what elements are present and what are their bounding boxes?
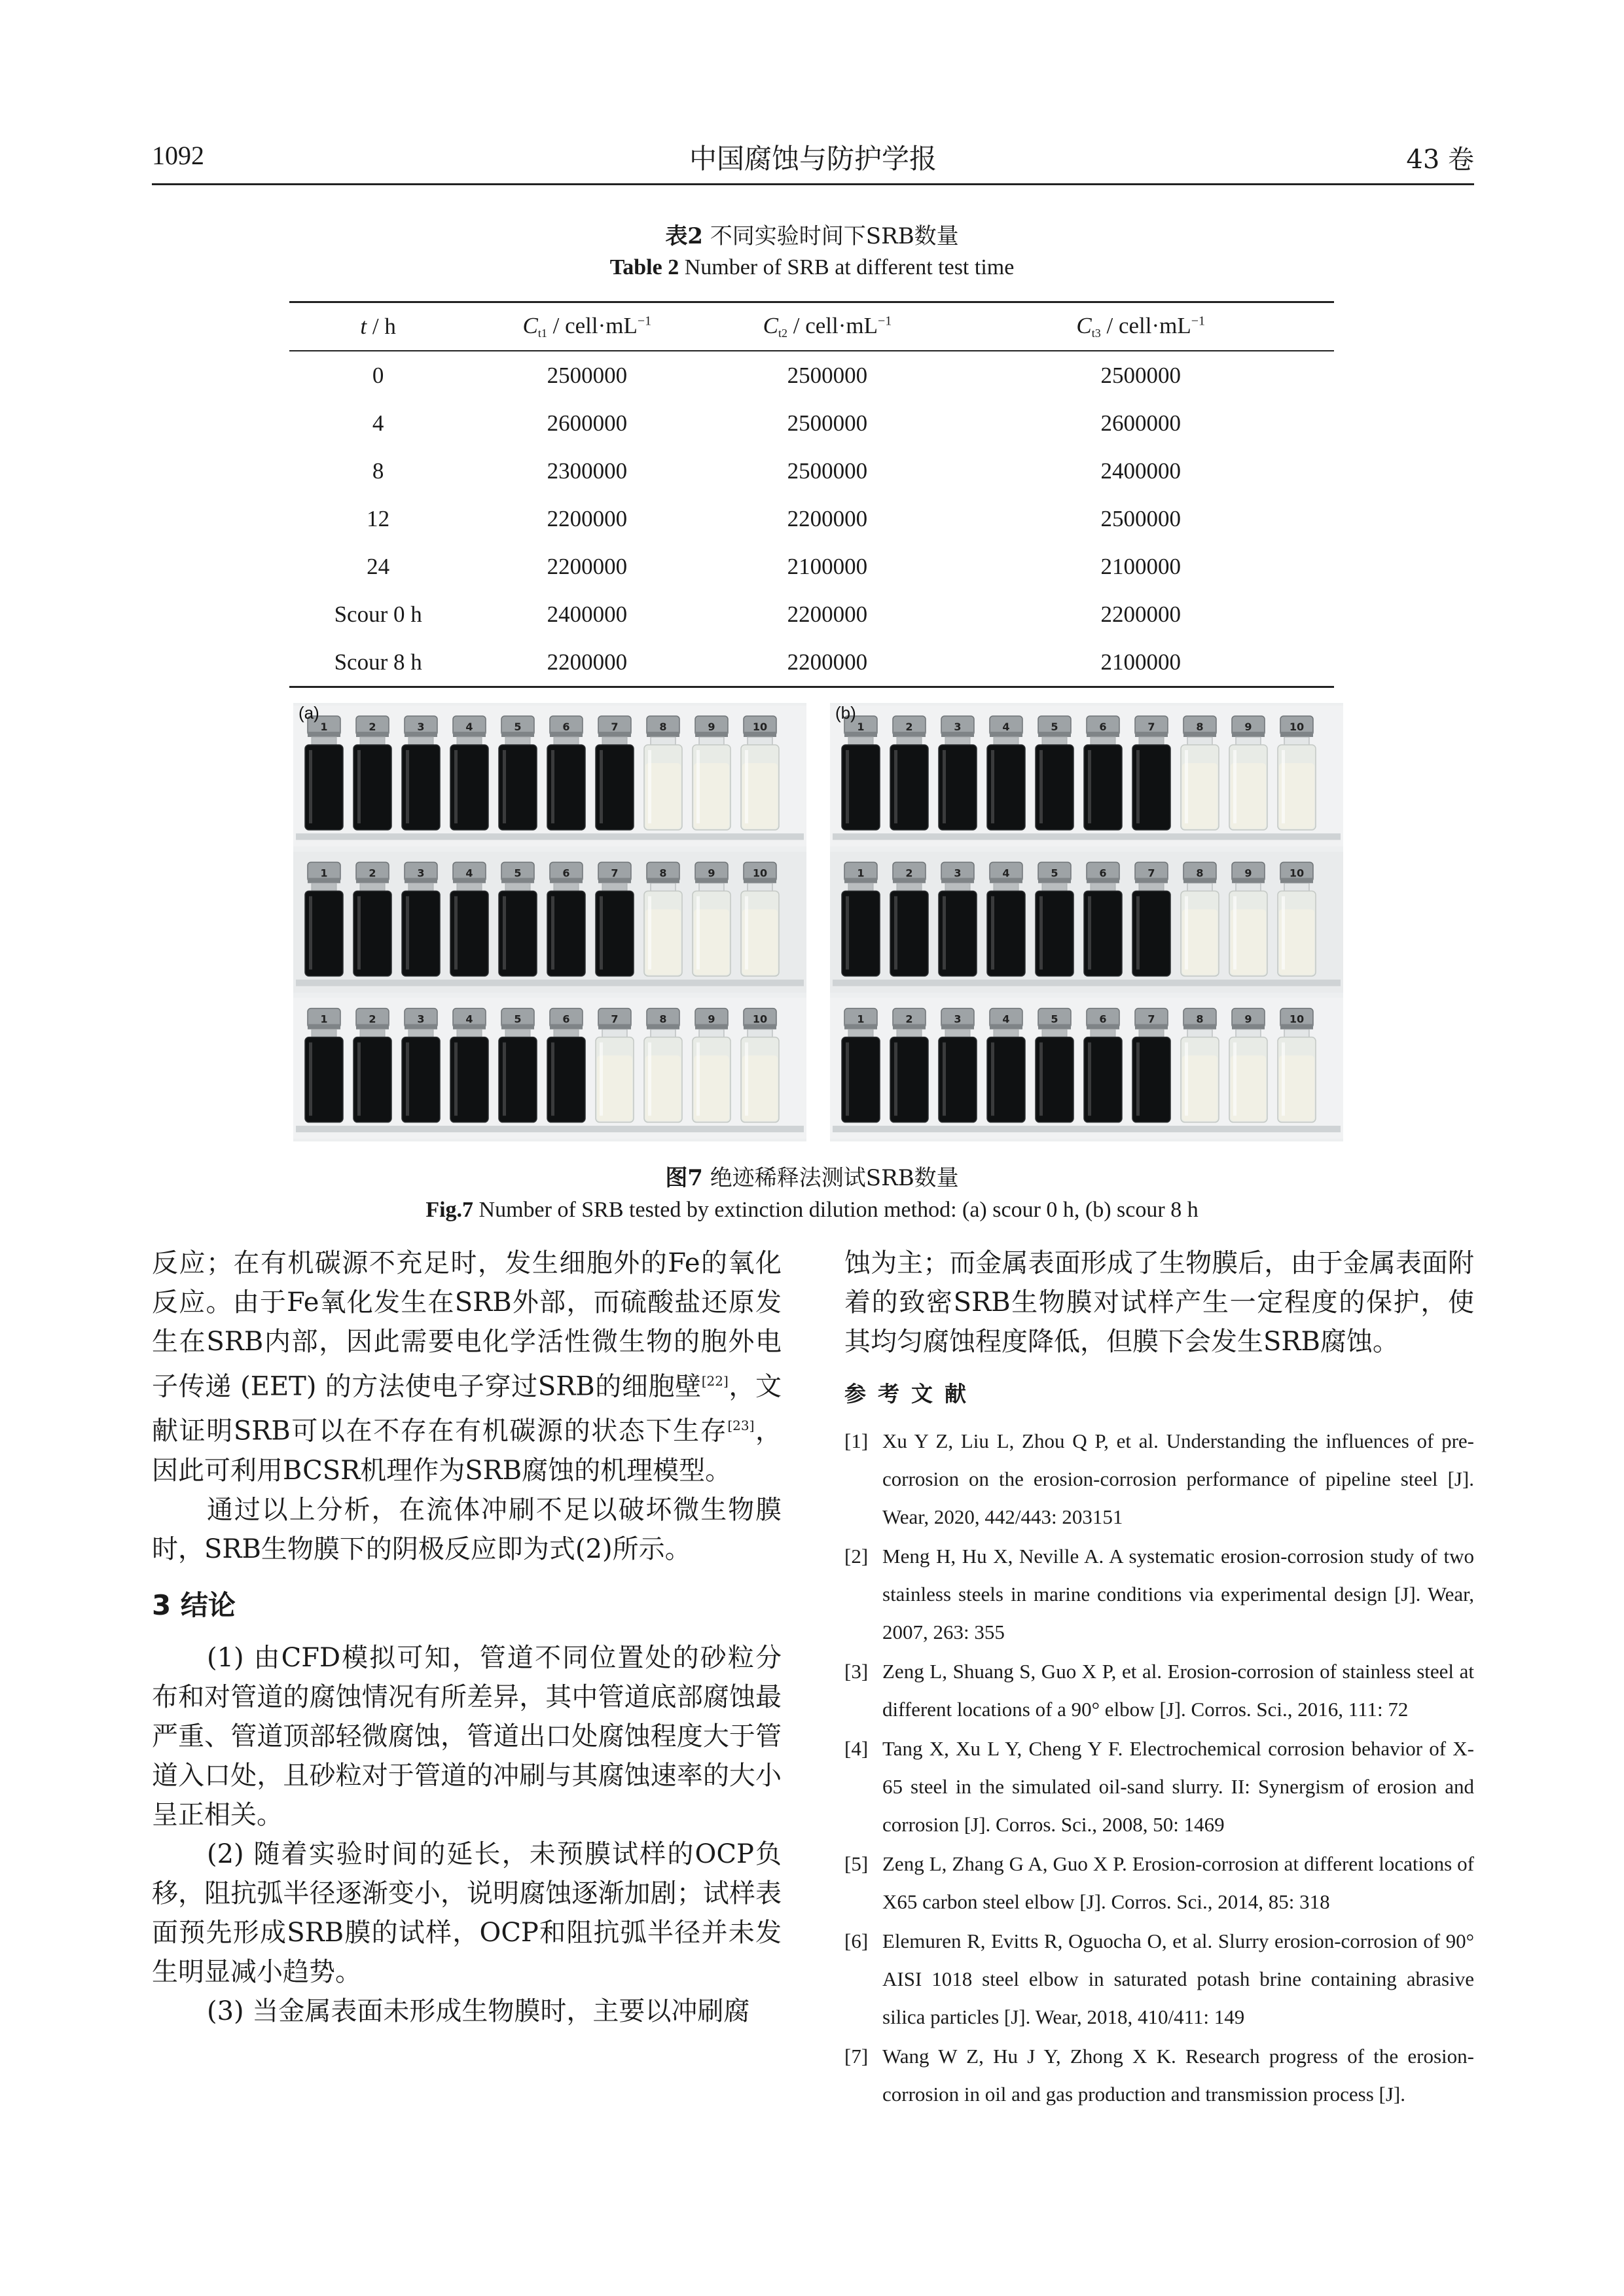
vial-label: 10 — [1289, 867, 1305, 880]
vial-label: 2 — [369, 1013, 376, 1026]
vial — [890, 716, 928, 830]
table-row: 8 2300000 2500000 2400000 — [372, 457, 1181, 484]
vial — [1036, 1009, 1074, 1122]
vial — [987, 716, 1025, 830]
vial — [1229, 1009, 1267, 1122]
reference-item: [5] Zeng L, Zhang G A, Guo X P. Erosion-corrosion at different locations of X65 carbon steel elbow [J]. Corros. Sci., 2014, 85: 318 — [844, 1852, 1474, 1913]
vial-label: 5 — [514, 721, 522, 733]
vial — [987, 1009, 1025, 1122]
vial-label: 5 — [514, 1013, 522, 1026]
paragraph: 反应；在有机碳源不充足时，发生细胞外的Fe的氧化反应。由于Fe氧化发生在SRB外部，而硫酸盐还原发生在SRB内部，因此需要电化学活性微生物的胞外电子传递 (EET) 的方法使电子穿过SRB的细胞壁[22]，文献证明SRB可以在不存在有机碳源的状态下生存[23]，因此可利用BCSR机理作为SRB腐蚀的机理模型。 — [152, 1248, 782, 1486]
vial-label: 1 — [857, 721, 865, 733]
vial — [890, 862, 928, 976]
vial — [1084, 862, 1122, 976]
srb-count-table — [289, 301, 1334, 688]
vial — [1181, 1009, 1219, 1122]
vial-label: 10 — [752, 721, 768, 733]
vial-label: 7 — [1147, 721, 1155, 733]
citation: [23] — [727, 1418, 755, 1434]
vial — [1229, 716, 1267, 830]
vial-label: 5 — [1051, 721, 1058, 733]
vial — [402, 862, 440, 976]
running-header — [152, 135, 1474, 185]
table-caption-en-text: Number of SRB at different test time — [684, 255, 1015, 279]
vial — [402, 1009, 440, 1122]
vial — [741, 862, 779, 976]
vial — [644, 1009, 682, 1122]
figure-panel-a — [293, 703, 806, 1141]
vial-label: 1 — [320, 1013, 328, 1026]
volume-label: 43 卷 — [1406, 145, 1474, 175]
table-caption-en — [0, 255, 1624, 280]
vial-label: 2 — [369, 867, 376, 880]
vial-label: 7 — [611, 1013, 619, 1026]
vial-label: 4 — [465, 721, 473, 733]
vial — [547, 1009, 585, 1122]
paragraph: 蚀为主；而金属表面形成了生物膜后，由于金属表面附着的致密SRB生物膜对试样产生一定程度的保护，使其均匀腐蚀程度降低，但膜下会发生SRB腐蚀。 — [844, 1248, 1474, 1357]
vial-label: 9 — [1244, 721, 1252, 733]
vial-label: 2 — [369, 721, 376, 733]
vial — [1278, 716, 1316, 830]
vial — [1036, 862, 1074, 976]
vial-label: 9 — [1244, 1013, 1252, 1026]
vial — [1132, 1009, 1170, 1122]
reference-list — [844, 1422, 1474, 2113]
vial — [939, 1009, 977, 1122]
vial-label: 9 — [708, 1013, 715, 1026]
vial-label: 2 — [905, 1013, 913, 1026]
table-row: Scour 0 h 2400000 2200000 2200000 — [334, 601, 1181, 627]
vial — [644, 716, 682, 830]
vial — [1132, 716, 1170, 830]
table-row: 4 2600000 2500000 2600000 — [372, 410, 1181, 436]
vial — [1229, 862, 1267, 976]
vial-label: 2 — [905, 721, 913, 733]
vial-label: 1 — [320, 721, 328, 733]
table-caption-en-lead: Table 2 — [609, 255, 679, 279]
reference-item: [6] Elemuren R, Evitts R, Oguocha O, et al. Slurry erosion-corrosion of 90° AISI 1018 steel elbow in saturated potash brine containing abrasive silica particles [J]. Wear, 2018, 410/411: 149 — [844, 1929, 1474, 2028]
vial-row — [830, 852, 1343, 992]
vial-label: 9 — [708, 867, 715, 880]
vial-label: 8 — [659, 1013, 667, 1026]
figure-caption-cn — [0, 1160, 1624, 1192]
vial-label: 7 — [1147, 867, 1155, 880]
vial-label: 3 — [417, 1013, 425, 1026]
vial-label: 5 — [1051, 867, 1058, 880]
vial-label: 2 — [905, 867, 913, 880]
vial-row — [293, 852, 806, 992]
vial-label: 10 — [1289, 1013, 1305, 1026]
right-column — [844, 1244, 1474, 2115]
vial-label: 9 — [708, 721, 715, 733]
figure-caption-cn-text: 绝迹稀释法测试SRB数量 — [710, 1165, 959, 1191]
vial-label: 10 — [752, 1013, 768, 1026]
vial — [1084, 716, 1122, 830]
vial — [1132, 862, 1170, 976]
reference-item: [4] Tang X, Xu L Y, Cheng Y F. Electrochemical corrosion behavior of X-65 steel in the simulated oil-sand slurry. II: Synergism of erosion and corrosion [J]. Corros. Sci., 2008, 50: 1469 — [844, 1737, 1474, 1836]
vial — [353, 1009, 391, 1122]
vial — [1036, 716, 1074, 830]
vial-label: 3 — [954, 867, 962, 880]
vial — [842, 1009, 880, 1122]
section-title-conclusion: 3 结论 — [152, 1588, 236, 1621]
table-caption-cn-text: 不同实验时间下SRB数量 — [710, 223, 959, 249]
vial — [547, 716, 585, 830]
vial — [1278, 1009, 1316, 1122]
panel-a-label: (a) — [298, 703, 319, 723]
vial-label: 8 — [1196, 721, 1204, 733]
conclusion-1: (1) 由CFD模拟可知，管道不同位置处的砂粒分布和对管道的腐蚀情况有所差异，其中管道底部腐蚀最严重、管道顶部轻微腐蚀，管道出口处腐蚀程度大于管道入口处，且砂粒对于管道的冲刷与其腐蚀速率的大小呈正相关。 — [152, 1642, 782, 1830]
vial-label: 4 — [1002, 867, 1010, 880]
vial — [499, 716, 537, 830]
vial-label: 6 — [562, 721, 570, 733]
vial-label: 4 — [465, 1013, 473, 1026]
vial — [842, 862, 880, 976]
vial-label: 6 — [1099, 867, 1107, 880]
references-heading: 参考文献 — [844, 1381, 978, 1407]
vial — [305, 716, 343, 830]
vial — [890, 1009, 928, 1122]
vial — [693, 862, 731, 976]
vial-label: 4 — [1002, 1013, 1010, 1026]
vial — [305, 862, 343, 976]
reference-item: [1] Xu Y Z, Liu L, Zhou Q P, et al. Understanding the influences of pre-corrosion on the erosion-corrosion performance of pipeline steel [J]. Wear, 2020, 442/443: 203151 — [844, 1429, 1474, 1528]
vial — [1181, 716, 1219, 830]
vial-label: 4 — [465, 867, 473, 880]
vial — [939, 862, 977, 976]
vial-row — [293, 998, 806, 1139]
col-header-ct3: $C_{t3}$ / $cell\cdot mL^{-1}$ — [947, 302, 1334, 351]
vial-label: 7 — [611, 867, 619, 880]
table-row: 12 2200000 2200000 2500000 — [367, 505, 1181, 531]
table-caption-cn-lead: 表2 — [665, 223, 703, 249]
figure-panel-b — [830, 703, 1343, 1141]
reference-item: [7] Wang W Z, Hu J Y, Zhong X K. Research progress of the erosion-corrosion in oil and gas production and transmission process [J]. — [844, 2045, 1474, 2106]
vial-label: 1 — [857, 867, 865, 880]
vial-label: 7 — [1147, 1013, 1155, 1026]
vial-label: 9 — [1244, 867, 1252, 880]
vial — [741, 1009, 779, 1122]
vial-label: 6 — [1099, 721, 1107, 733]
vial-label: 7 — [611, 721, 619, 733]
vial — [305, 1009, 343, 1122]
vial-label: 8 — [659, 721, 667, 733]
vial-label: 8 — [1196, 867, 1204, 880]
vial-row — [830, 706, 1343, 846]
vial-label: 10 — [752, 867, 768, 880]
vial — [353, 862, 391, 976]
vial — [693, 1009, 731, 1122]
vial — [987, 862, 1025, 976]
figure-caption-cn-lead: 图7 — [665, 1165, 703, 1191]
reference-item: [2] Meng H, Hu X, Neville A. A systematic erosion-corrosion study of two stainless steels in marine conditions via experimental design [J]. Wear, 2007, 263: 355 — [844, 1545, 1474, 1643]
vial-photo-b — [830, 703, 1343, 1141]
vial — [450, 862, 488, 976]
vial-label: 3 — [954, 721, 962, 733]
paragraph: 通过以上分析，在流体冲刷不足以破坏微生物膜时，SRB生物膜下的阴极反应即为式(2)所示。 — [152, 1494, 782, 1564]
table-header-row — [289, 302, 1334, 351]
vial — [402, 716, 440, 830]
vial — [741, 716, 779, 830]
page-number: 1092 — [152, 141, 204, 170]
vial-label: 5 — [1051, 1013, 1058, 1026]
table-caption-cn — [0, 218, 1624, 250]
table-row: Scour 8 h 2200000 2200000 2100000 — [289, 638, 1334, 687]
vial-label: 8 — [659, 867, 667, 880]
col-header-time: t / h — [289, 302, 467, 351]
figure-caption-en — [0, 1198, 1624, 1223]
vial — [1278, 862, 1316, 976]
vial-row — [830, 998, 1343, 1139]
col-header-ct1: $C_{t1}$ / $cell\cdot mL^{-1}$ — [467, 302, 707, 351]
vial — [842, 716, 880, 830]
vial — [596, 1009, 634, 1122]
vial — [1084, 1009, 1122, 1122]
vial — [596, 716, 634, 830]
left-column — [152, 1244, 782, 2031]
vial — [939, 716, 977, 830]
vial-label: 6 — [562, 1013, 570, 1026]
vial-label: 10 — [1289, 721, 1305, 733]
vial — [1181, 862, 1219, 976]
table-row: 24 2200000 2100000 2100000 — [367, 553, 1181, 579]
vial — [450, 1009, 488, 1122]
vial — [596, 862, 634, 976]
col-header-ct2: $C_{t2}$ / $cell\cdot mL^{-1}$ — [707, 302, 947, 351]
vial-photo-a — [293, 703, 806, 1141]
vial — [693, 716, 731, 830]
vial — [644, 862, 682, 976]
vial — [499, 862, 537, 976]
vial-row — [293, 706, 806, 846]
vial-label: 6 — [562, 867, 570, 880]
reference-item: [3] Zeng L, Shuang S, Guo X P, et al. Erosion-corrosion of stainless steel at different locations of a 90° elbow [J]. Corros. Sci., 2016, 111: 72 — [844, 1660, 1474, 1721]
conclusion-2: (2) 随着实验时间的延长，未预膜试样的OCP负移，阻抗弧半径逐渐变小，说明腐蚀逐渐加剧；试样表面预先形成SRB膜的试样，OCP和阻抗弧半径并未发生明显减小趋势。 — [152, 1839, 782, 1987]
conclusion-3: (3) 当金属表面未形成生物膜时，主要以冲刷腐 — [207, 1996, 750, 2026]
vial-label: 1 — [320, 867, 328, 880]
vial — [547, 862, 585, 976]
citation: [22] — [701, 1373, 729, 1389]
journal-title: 中国腐蚀与防护学报 — [689, 143, 937, 175]
vial-label: 3 — [954, 1013, 962, 1026]
vial — [499, 1009, 537, 1122]
vial-label: 6 — [1099, 1013, 1107, 1026]
figure-caption-en-text: Number of SRB tested by extinction dilution method: (a) scour 0 h, (b) scour 8 h — [478, 1198, 1199, 1222]
figure-caption-en-lead: Fig.7 — [425, 1198, 474, 1222]
vial — [353, 716, 391, 830]
vial — [450, 716, 488, 830]
vial-label: 1 — [857, 1013, 865, 1026]
vial-label: 8 — [1196, 1013, 1204, 1026]
vial-label: 3 — [417, 867, 425, 880]
vial-label: 3 — [417, 721, 425, 733]
table-row: 0 2500000 2500000 2500000 — [372, 362, 1181, 388]
vial-label: 5 — [514, 867, 522, 880]
panel-b-label: (b) — [835, 703, 856, 723]
vial-label: 4 — [1002, 721, 1010, 733]
